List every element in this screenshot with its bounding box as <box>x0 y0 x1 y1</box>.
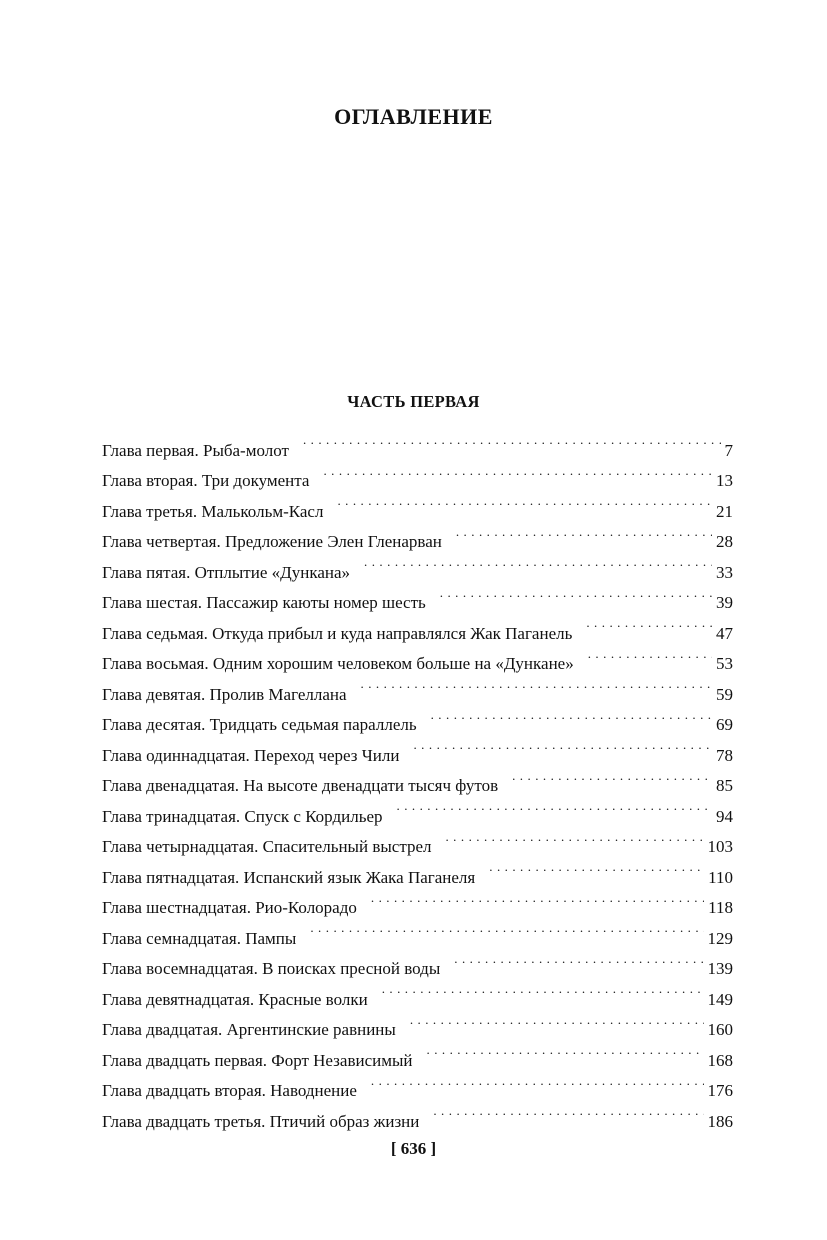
toc-entry-title: Глава седьмая. Откуда прибыл и куда направлялся Жак Паганель <box>102 623 573 643</box>
dot-leader <box>456 517 712 548</box>
dot-leader <box>433 1096 703 1127</box>
toc-entry-page: 176 <box>707 1081 733 1100</box>
toc-entry-page: 168 <box>707 1050 733 1070</box>
toc-entry-page: 28 <box>716 532 733 551</box>
toc-entry-title: Глава семнадцатая. Пампы <box>102 928 297 948</box>
toc-entry-title: Глава восемнадцатая. В поисках пресной воды <box>102 959 441 978</box>
dot-leader <box>371 1066 704 1097</box>
toc-entry-title: Глава двадцать первая. Форт Независимый <box>102 1050 413 1070</box>
dot-leader <box>431 700 712 731</box>
dot-leader <box>413 730 712 761</box>
toc-entry-page: 13 <box>716 471 733 490</box>
toc-entry-title: Глава двадцатая. Аргентинские равнины <box>102 1020 396 1039</box>
toc-entry-title: Глава девятая. Пролив Магеллана <box>102 684 347 704</box>
dot-leader <box>588 639 712 670</box>
toc-entry-page: 53 <box>716 654 733 673</box>
toc-entry-page: 149 <box>707 989 733 1009</box>
toc-entry-page: 186 <box>707 1111 733 1131</box>
dot-leader <box>323 456 712 487</box>
toc-entry-page: 110 <box>708 867 733 887</box>
toc-entry-title: Глава тринадцатая. Спуск с Кордильер <box>102 806 383 826</box>
toc-entry-page: 21 <box>716 501 733 521</box>
dot-leader <box>512 761 712 792</box>
page-number: [ 636 ] <box>390 1139 437 1158</box>
toc-entry-page: 103 <box>707 837 733 856</box>
toc-entry-page: 139 <box>707 959 733 978</box>
toc-entry-title: Глава первая. Рыба-молот <box>102 440 289 460</box>
dot-leader <box>337 486 712 517</box>
toc-entry-page: 118 <box>708 898 733 917</box>
toc-entry-title: Глава пятая. Отплытие «Дункана» <box>102 562 351 582</box>
dot-leader <box>445 822 703 853</box>
dot-leader <box>489 852 704 883</box>
toc-entry-title: Глава одиннадцатая. Переход через Чили <box>102 745 400 765</box>
page-title: ОГЛАВЛЕНИЕ <box>334 104 493 129</box>
dot-leader <box>361 669 712 700</box>
toc-entry-title: Глава двадцать вторая. Наводнение <box>102 1081 357 1100</box>
toc-entry-title: Глава шестнадцатая. Рио-Колорадо <box>102 898 357 917</box>
toc-entry-title: Глава пятнадцатая. Испанский язык Жака Паганеля <box>102 867 476 887</box>
toc-entry-title: Глава восьмая. Одним хорошим человеком больше на «Дункане» <box>102 654 574 673</box>
toc-entry-title: Глава двенадцатая. На высоте двенадцати тысяч футов <box>102 776 499 795</box>
part-title: ЧАСТЬ ПЕРВАЯ <box>347 392 480 411</box>
toc-entry-title: Глава девятнадцатая. Красные волки <box>102 989 368 1009</box>
toc-entry-page: 7 <box>724 440 733 460</box>
dot-leader <box>586 608 712 639</box>
toc-entry <box>102 425 733 460</box>
dot-leader <box>440 578 712 609</box>
dot-leader <box>303 425 721 456</box>
toc-entry-title: Глава четвертая. Предложение Элен Гленарван <box>102 532 442 551</box>
toc-entry-page: 69 <box>716 715 733 734</box>
toc-entry-page: 39 <box>716 593 733 612</box>
dot-leader <box>382 974 704 1005</box>
dot-leader <box>454 944 703 975</box>
toc-entry-title: Глава шестая. Пассажир каюты номер шесть <box>102 593 426 612</box>
toc-entry-page: 160 <box>707 1020 733 1039</box>
toc-entry-page: 94 <box>716 806 733 826</box>
toc-entry-page: 47 <box>716 623 733 643</box>
toc-entry-page: 129 <box>707 928 733 948</box>
dot-leader <box>410 1005 704 1036</box>
toc-entry-page: 33 <box>716 562 733 582</box>
toc-entry-page: 78 <box>716 745 733 765</box>
dot-leader <box>427 1035 704 1066</box>
toc-entry-page: 59 <box>716 684 733 704</box>
toc-entry-page: 85 <box>716 776 733 795</box>
dot-leader <box>397 791 713 822</box>
toc-entry-title: Глава двадцать третья. Птичий образ жизни <box>102 1111 420 1131</box>
toc-entry-title: Глава четырнадцатая. Спасительный выстрел <box>102 837 432 856</box>
toc-entry-title: Глава вторая. Три документа <box>102 471 310 490</box>
dot-leader <box>364 547 712 578</box>
toc-entry-title: Глава третья. Малькольм-Касл <box>102 501 324 521</box>
toc-entry-title: Глава десятая. Тридцать седьмая параллель <box>102 715 417 734</box>
table-of-contents <box>102 425 733 1131</box>
dot-leader <box>310 913 703 944</box>
dot-leader <box>371 883 704 914</box>
